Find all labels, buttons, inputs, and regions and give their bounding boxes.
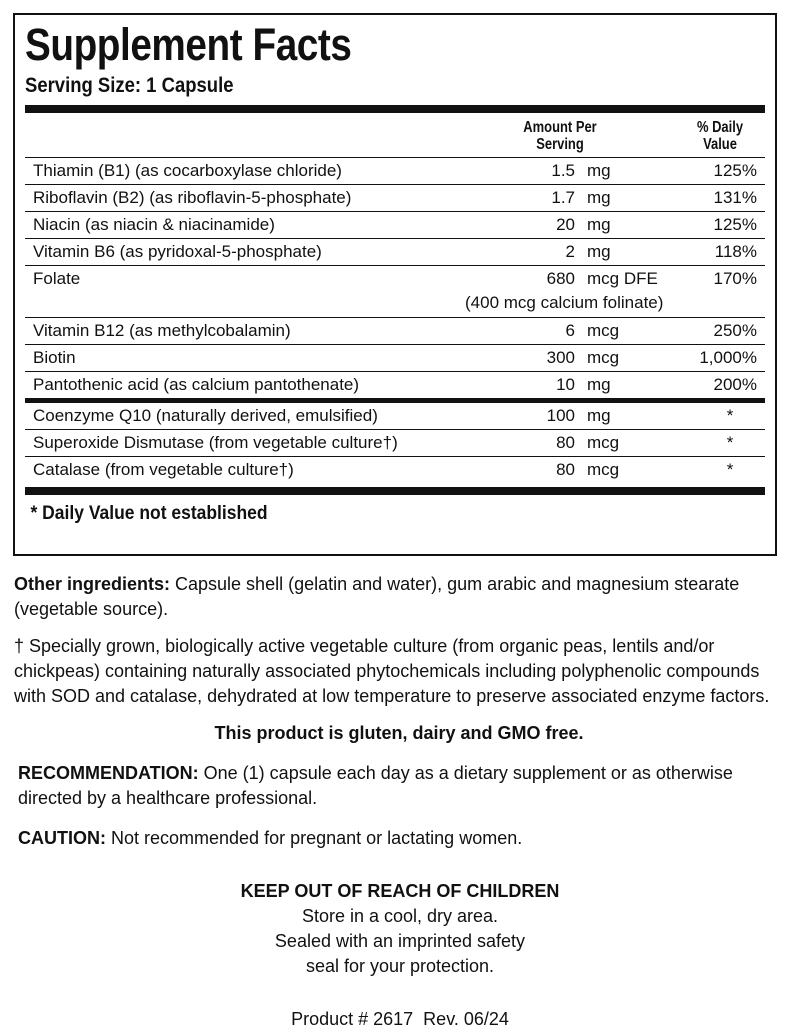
nutrient-amount: 20 [556, 215, 575, 234]
other-ingredients: Other ingredients: Capsule shell (gelatin and water), gum arabic and magnesium stearate (vegetable source). [14, 574, 740, 619]
nutrient-name: Riboflavin (B2) (as riboflavin-5-phosphate) [33, 188, 352, 207]
nutrient-daily-value: 125% [713, 215, 757, 234]
nutrient-unit: mg [587, 188, 611, 207]
nutrient-amount: 1.7 [551, 188, 575, 207]
caution: CAUTION: Not recommended for pregnant or lactating women. [18, 828, 523, 848]
nutrient-name: Thiamin (B1) (as cocarboxylase chloride) [33, 161, 342, 180]
nutrient-row [25, 239, 765, 266]
storage-line: Store in a cool, dry area. [301, 906, 499, 926]
nutrient-note: (400 mcg calcium folinate) [465, 293, 664, 312]
nutrient-name: Vitamin B6 (as pyridoxal-5-phosphate) [33, 242, 322, 261]
divider-thick-bottom [25, 487, 765, 495]
product-number: Product # 2617 Rev. 06/24 [291, 1009, 509, 1029]
nutrient-unit: mg [587, 375, 611, 394]
panel-title: Supplement Facts [25, 19, 352, 70]
vitamin-rows [25, 158, 765, 398]
nutrient-daily-value: 1,000% [699, 348, 757, 367]
nutrient-name: Pantothenic acid (as calcium pantothenate) [33, 375, 360, 394]
nutrient-daily-value: 131% [713, 188, 757, 207]
nutrient-daily-value: 170% [713, 269, 757, 288]
column-header-row [25, 113, 765, 158]
daily-value-header: % Daily Value [696, 119, 744, 153]
nutrient-name: Niacin (as niacin & niacinamide) [33, 215, 275, 234]
nutrient-daily-value: * [726, 406, 734, 425]
nutrient-amount: 80 [556, 460, 575, 479]
divider-thick [25, 105, 765, 113]
storage-block [0, 879, 800, 979]
nutrient-daily-value: * [726, 460, 734, 479]
nutrient-unit: mcg [587, 460, 620, 479]
nutrient-amount: 100 [546, 406, 575, 425]
nutrient-unit: mcg [587, 433, 620, 452]
nutrient-unit: mg [587, 161, 611, 180]
nutrient-unit: mcg DFE [587, 269, 658, 288]
other-nutrient-rows [25, 403, 765, 483]
nutrient-daily-value: 200% [713, 375, 757, 394]
storage-heading: KEEP OUT OF REACH OF CHILDREN [240, 881, 560, 901]
nutrient-name: Vitamin B12 (as methylcobalamin) [33, 321, 291, 340]
nutrient-name: Biotin [33, 348, 76, 367]
nutrient-daily-value: 250% [713, 321, 757, 340]
nutrient-daily-value: 125% [713, 161, 757, 180]
nutrient-amount: 10 [556, 375, 575, 394]
nutrient-amount: 680 [546, 269, 575, 288]
nutrient-unit: mcg [587, 321, 620, 340]
nutrient-name: Superoxide Dismutase (from vegetable culture†) [33, 433, 398, 452]
nutrient-daily-value: 118% [714, 242, 757, 261]
nutrient-unit: mg [587, 242, 611, 261]
nutrient-name: Catalase (from vegetable culture†) [33, 460, 294, 479]
nutrient-amount: 300 [546, 348, 575, 367]
nutrient-row [25, 372, 765, 398]
supplement-facts-panel [13, 13, 777, 556]
nutrient-unit: mg [587, 406, 611, 425]
nutrient-name: Folate [33, 269, 81, 288]
dagger-note: † Specially grown, biologically active vegetable culture (from organic peas, lentils and/or chickpeas) containing naturally associated phytochemicals including polyphenolic compounds with SOD and catalase, dehydrated at low temperature to preserve associated enzyme factors. [14, 636, 770, 706]
nutrient-amount: 80 [556, 433, 575, 452]
nutrient-row [25, 266, 765, 318]
nutrient-name: Coenzyme Q10 (naturally derived, emulsified) [33, 406, 378, 425]
recommendation: RECOMMENDATION: One (1) capsule each day as a dietary supplement or as otherwise directed by a healthcare professional. [18, 763, 733, 808]
nutrient-row [25, 212, 765, 239]
nutrient-daily-value: * [726, 433, 734, 452]
free-statement: This product is gluten, dairy and GMO free. [214, 723, 584, 743]
dv-footnote: * Daily Value not established [30, 503, 268, 524]
amount-header: Amount Per Serving [523, 119, 597, 153]
nutrient-row [25, 185, 765, 212]
nutrient-row [25, 430, 765, 457]
storage-line: Sealed with an imprinted safety [274, 931, 526, 951]
serving-size: Serving Size: 1 Capsule [25, 74, 234, 97]
nutrient-row [25, 403, 765, 430]
nutrient-row [25, 457, 765, 483]
nutrient-amount: 6 [565, 321, 575, 340]
nutrient-row [25, 158, 765, 185]
storage-line: seal for your protection. [305, 956, 495, 976]
nutrient-amount: 1.5 [551, 161, 575, 180]
nutrient-row [25, 345, 765, 372]
nutrient-row [25, 318, 765, 345]
nutrient-amount: 2 [565, 242, 575, 261]
nutrient-unit: mcg [587, 348, 620, 367]
nutrient-unit: mg [587, 215, 611, 234]
